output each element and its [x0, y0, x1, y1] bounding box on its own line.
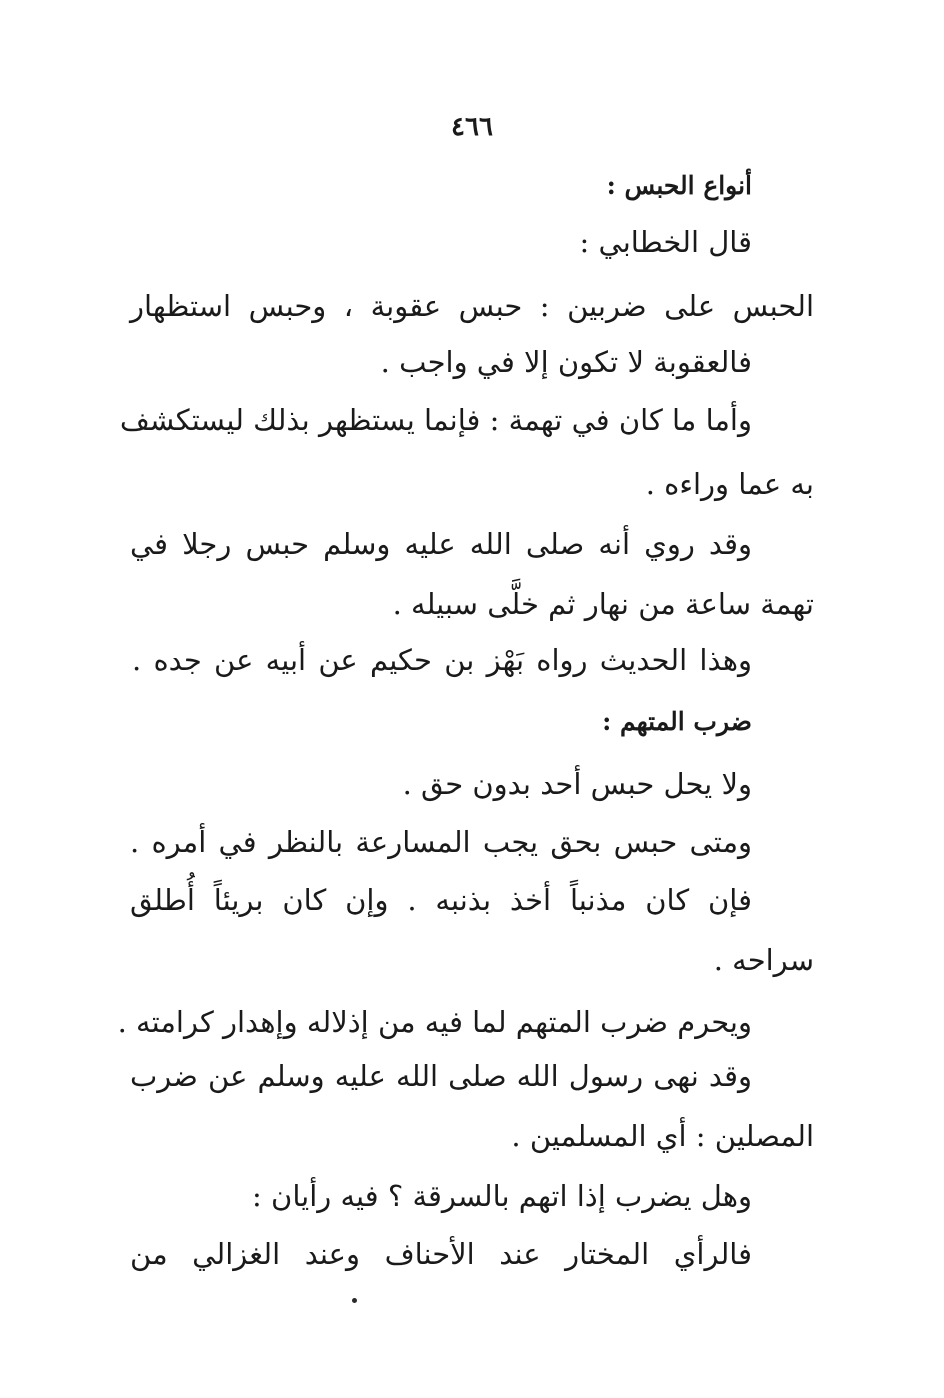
text-line: ويحرم ضرب المتهم لما فيه من إذلاله وإهدار كرامته . [117, 1005, 752, 1039]
ink-dot [352, 1298, 357, 1303]
text-line: تهمة ساعة من نهار ثم خلَّى سبيله . [392, 587, 814, 621]
text-line: سراحه . [713, 943, 814, 977]
text-line: به عما وراءه . [645, 467, 814, 501]
text-line: المصلين : أي المسلمين . [511, 1119, 814, 1153]
text-line: وهذا الحديث رواه بَهْز بن حكيم عن أبيه عن جده . [132, 643, 752, 677]
text-line: فالعقوبة لا تكون إلا في واجب . [380, 345, 752, 379]
text-line: وقد روي أنه صلى الله عليه وسلم حبس رجلا في [130, 527, 752, 561]
section-heading-beating-the-accused: ضرب المتهم : [602, 707, 752, 736]
text-line: وقد نهى رسول الله صلى الله عليه وسلم عن ضرب [130, 1059, 752, 1093]
section-heading-types-of-detention: أنواع الحبس : [606, 171, 752, 200]
text-line: وأما ما كان في تهمة : فإنما يستظهر بذلك ليستكشف [119, 403, 752, 437]
text-line: فإن كان مذنباً أخذ بذنبه . وإن كان بريئاً أُطلق [130, 883, 752, 917]
text-line: فالرأي المختار عند الأحناف وعند الغزالي من [130, 1237, 752, 1271]
text-line: قال الخطابي : [579, 225, 752, 259]
text-line: وهل يضرب إذا اتهم بالسرقة ؟ فيه رأيان : [252, 1179, 752, 1213]
text-line: الحبس على ضربين : حبس عقوبة ، وحبس استظهار [130, 289, 814, 323]
text-line: ومتى حبس بحق يجب المسارعة بالنظر في أمره . [130, 825, 752, 859]
text-line: ولا يحل حبس أحد بدون حق . [402, 767, 752, 801]
page-number: ٤٦٦ [451, 112, 493, 142]
